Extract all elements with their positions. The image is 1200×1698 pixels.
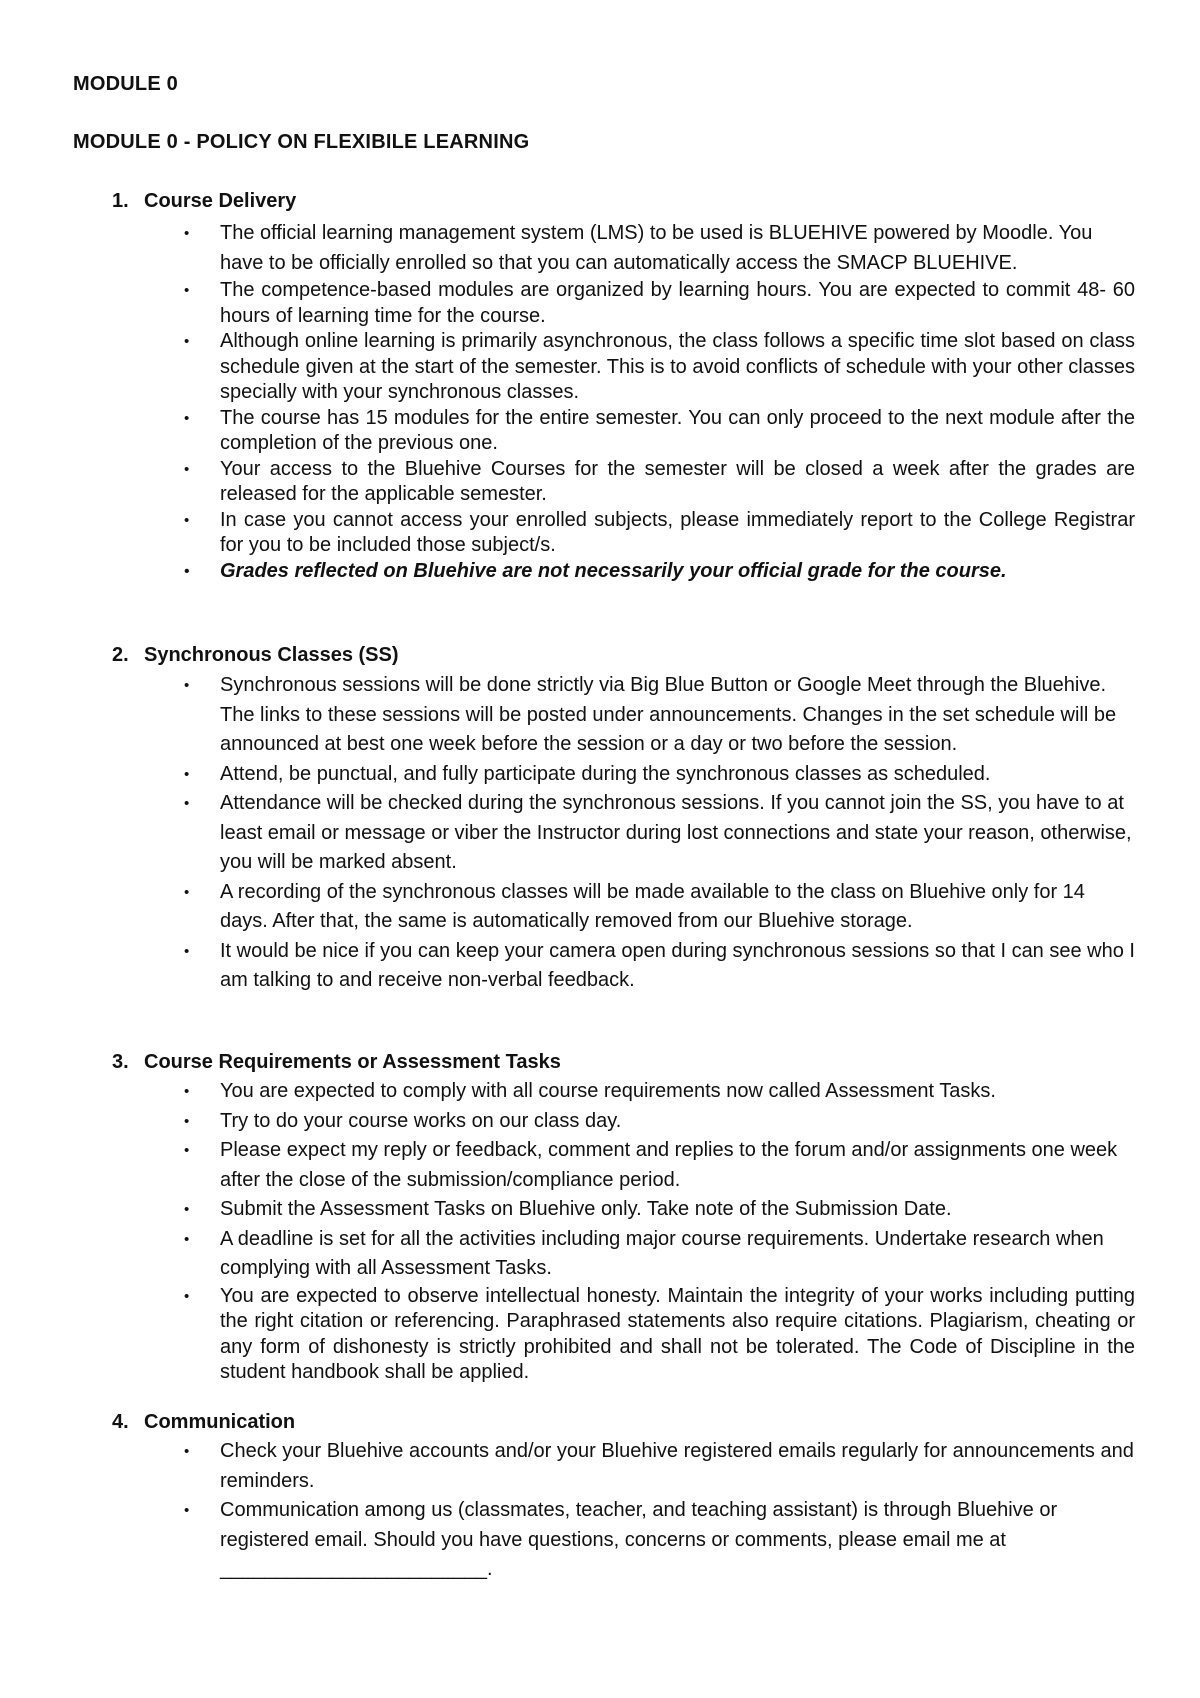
list-item: • The course has 15 modules for the entire semester. You can only proceed to the next module after the completion of the previous one. (184, 406, 1135, 454)
bullet-icon: • (184, 1142, 190, 1159)
bullet-icon: • (184, 677, 190, 694)
bullet-icon: • (184, 511, 190, 529)
list-item: • It would be nice if you can keep your camera open during synchronous sessions so that I can see who I am talking to and receive non-verbal feedback. (0, 937, 1135, 996)
bullet-icon: • (184, 795, 190, 812)
module-label: MODULE 0 (73, 73, 178, 95)
section-title: Course Requirements or Assessment Tasks (144, 1051, 561, 1073)
list-item: • Please expect my reply or feedback, comment and replies to the forum and/or assignments one week after the close of the submission/compliance period. (0, 1136, 1135, 1195)
section-title: Course Delivery (144, 190, 297, 212)
bullet-icon: • (184, 1083, 190, 1100)
bullet-icon: • (184, 1201, 190, 1218)
section-title: Communication (144, 1411, 296, 1433)
bullet-list (0, 671, 1200, 996)
section-title: Synchronous Classes (SS) (144, 644, 399, 666)
list-item: • Although online learning is primarily asynchronous, the class follows a specific time slot based on class schedule given at the start of the semester. This is to avoid conflicts of schedule with your other classes specially with your synchronous classes. (184, 330, 1135, 403)
list-item: • In case you cannot access your enrolled subjects, please immediately report to the College Registrar for you to be included those subject/s. (184, 508, 1135, 556)
bullet-icon: • (184, 1287, 190, 1305)
bullet-icon: • (184, 225, 190, 242)
bullet-icon: • (184, 1502, 190, 1519)
list-item: • Try to do your course works on our class day. (0, 1107, 1135, 1137)
bullet-icon: • (184, 333, 190, 350)
bullet-icon: • (184, 1230, 190, 1248)
bullet-icon: • (184, 1112, 190, 1130)
list-item: • Check your Bluehive accounts and/or your Bluehive registered emails regularly for announcements and reminders. (0, 1437, 1135, 1496)
bullet-list (0, 219, 1200, 584)
bullet-icon: • (184, 409, 190, 427)
list-item: • Communication among us (classmates, teacher, and teaching assistant) is through Bluehive or registered email. Should you have questions, concerns or comments, please email me at ________________________. (0, 1496, 1135, 1585)
section-number: 1. (112, 190, 129, 212)
bullet-icon: • (184, 1443, 190, 1460)
list-item: • Submit the Assessment Tasks on Bluehive only. Take note of the Submission Date. (0, 1195, 1135, 1225)
section-number: 3. (112, 1051, 129, 1073)
list-item: • A recording of the synchronous classes will be made available to the class on Bluehive only for 14 days. After that, the same is automatically removed from our Bluehive storage. (0, 878, 1135, 937)
list-item: • You are expected to comply with all course requirements now called Assessment Tasks. (0, 1077, 1135, 1107)
bullet-list (0, 1077, 1200, 1386)
bullet-icon: • (184, 460, 190, 478)
list-item: • Grades reflected on Bluehive are not necessarily your official grade for the course. (0, 559, 1135, 585)
bullet-icon: • (184, 562, 190, 580)
section-number: 2. (112, 644, 129, 666)
list-item: • You are expected to observe intellectual honesty. Maintain the integrity of your works including putting the right citation or referencing. Paraphrased statements also require citations. Plagiarism, cheating or any form of dishonesty is strictly prohibited and shall not be tolerated. The Code of Discipline in the student handbook shall be applied. (184, 1284, 1135, 1383)
bullet-icon: • (184, 765, 190, 783)
section-number: 4. (112, 1411, 129, 1433)
list-item: • Attendance will be checked during the synchronous sessions. If you cannot join the SS, you have to at least email or message or viber the Instructor during lost connections and state your reason, otherwise, you will be marked absent. (0, 789, 1135, 878)
list-item: • The competence-based modules are organized by learning hours. You are expected to commit 48- 60 hours of learning time for the course. (184, 279, 1135, 327)
list-item: • Synchronous sessions will be done strictly via Big Blue Button or Google Meet through the Bluehive. The links to these sessions will be posted under announcements. Changes in the set schedule will be announced at best one week before the session or a day or two before the session. (0, 671, 1135, 760)
bullet-icon: • (184, 282, 190, 299)
list-item: • Attend, be punctual, and fully participate during the synchronous classes as scheduled. (0, 760, 1135, 790)
bullet-icon: • (184, 883, 190, 901)
list-item: • Your access to the Bluehive Courses for the semester will be closed a week after the grades are released for the applicable semester. (184, 457, 1135, 505)
document-title: MODULE 0 - POLICY ON FLEXIBILE LEARNING (73, 131, 530, 153)
bullet-icon: • (184, 942, 190, 960)
bullet-list (0, 1437, 1200, 1585)
email-blank: ________________________. (220, 1558, 493, 1580)
list-item: • A deadline is set for all the activities including major course requirements. Undertake research when complying with all Assessment Tasks. (0, 1225, 1135, 1284)
list-item: • The official learning management system (LMS) to be used is BLUEHIVE powered by Moodle. You have to be officially enrolled so that you can automatically access the SMACP BLUEHIVE. (0, 219, 1135, 278)
